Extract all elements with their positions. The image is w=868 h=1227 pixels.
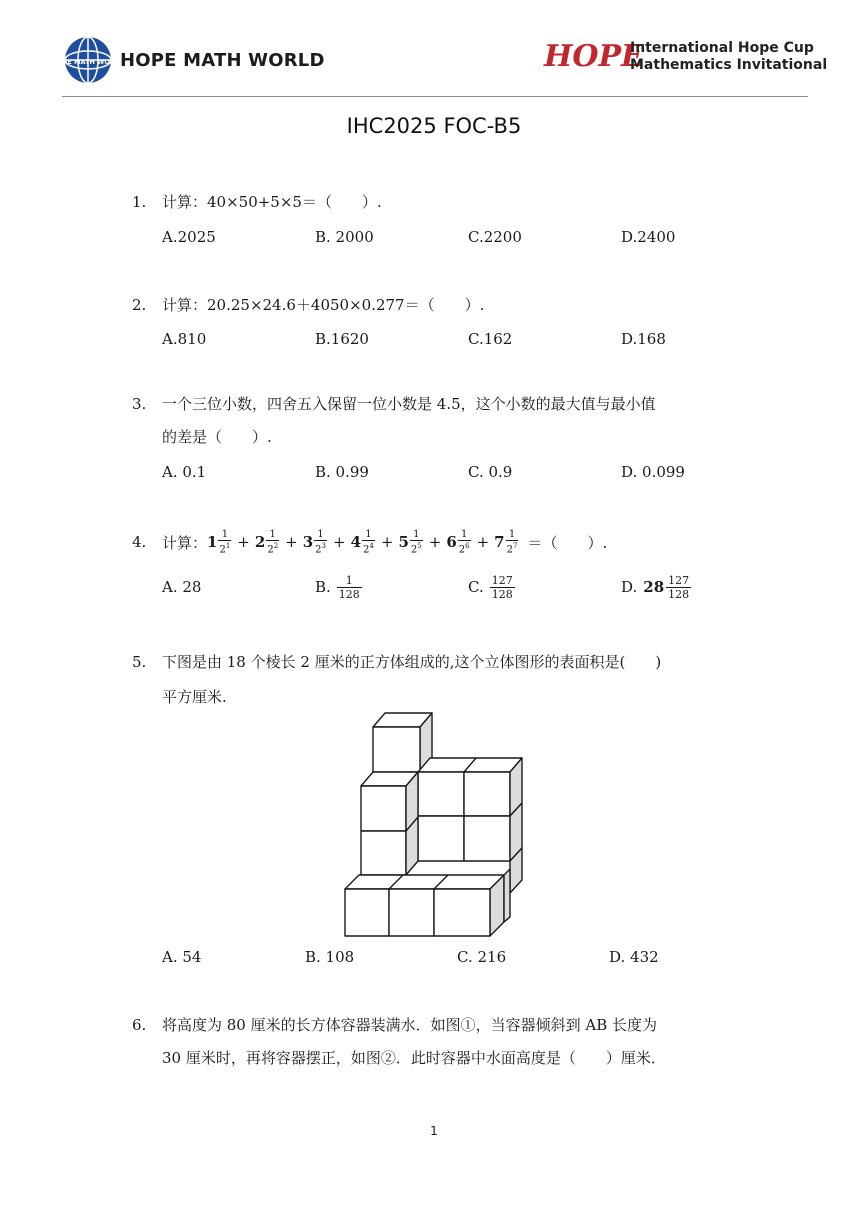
q4-plus-sign: + — [428, 532, 442, 551]
q4-option-d-label: D. — [621, 578, 638, 596]
q4-whole: 1 — [207, 532, 218, 551]
q6-stem-line2: 30 厘米时，再将容器摆正，如图②．此时容器中水面高度是（ ）厘米． — [162, 1049, 666, 1067]
q4-option-c — [468, 571, 515, 603]
q4-option-c-label: C. — [468, 578, 484, 596]
left-cube-1 — [361, 786, 406, 831]
q2-number: 2. — [132, 296, 147, 314]
q4-whole: 6 — [446, 532, 457, 551]
q4-fraction-num: 1 — [218, 529, 231, 541]
q4-fraction — [314, 529, 327, 555]
q4-option-b — [315, 571, 362, 603]
q1-option-a: A.2025 — [162, 228, 216, 246]
bottom-cube-1 — [345, 889, 389, 936]
q4-exponent: 3 — [321, 541, 327, 550]
q3-number: 3. — [132, 395, 147, 413]
q4-exponent: 5 — [417, 541, 422, 550]
bottom-cube-2 — [389, 889, 434, 936]
q4-plus-sign: + — [237, 532, 250, 551]
left-cube-2 — [361, 831, 406, 875]
q4-fraction — [506, 529, 519, 555]
q4-plus-sign: + — [285, 532, 298, 551]
hope-math-world-logo — [51, 34, 325, 86]
q4-option-c-den: 128 — [491, 587, 513, 601]
q4-mixed-number — [303, 529, 328, 555]
right-brand — [630, 40, 827, 74]
q5-option-b: B. 108 — [305, 948, 355, 966]
q4-fraction-den: $2^5$ — [410, 541, 422, 556]
q1-option-c: C.2200 — [468, 228, 522, 246]
q4-mixed-number — [351, 529, 376, 555]
q4-option-b-label: B. — [315, 578, 331, 596]
q4-exponent: 4 — [369, 541, 374, 550]
q5-stem-line2: 平方厘米. — [162, 688, 227, 706]
document-title: IHC2025 FOC-B5 — [346, 114, 522, 138]
q4-fraction-den: $2^3$ — [315, 541, 327, 556]
q4-plus-sign: + — [380, 532, 394, 551]
q4-fraction-den: $2^7$ — [506, 541, 518, 556]
q4-fraction-num: 1 — [314, 529, 327, 541]
q4-expression — [162, 526, 607, 558]
q4-option-a: A. 28 — [162, 578, 202, 596]
q4-whole: 5 — [398, 532, 409, 551]
q4-plus-sign: + — [476, 532, 490, 551]
q3-option-c: C. 0.9 — [468, 463, 513, 481]
q4-fraction — [218, 529, 231, 555]
q6-stem-line1: 将高度为 80 厘米的长方体容器装满水．如图①，当容器倾斜到 AB 长度为 — [162, 1016, 658, 1034]
q2-stem: 计算：20.25×24.6＋4050×0.277＝（ ）. — [162, 296, 485, 314]
q4-mixed-number — [446, 529, 471, 555]
q4-option-b-num: 1 — [337, 574, 362, 588]
q4-option-d-fraction — [666, 574, 691, 601]
q6-number: 6. — [132, 1016, 147, 1034]
q4-whole: 3 — [302, 532, 314, 551]
globe-icon — [51, 34, 125, 86]
q5-option-c: C. 216 — [457, 948, 507, 966]
q4-fraction-num: 1 — [506, 529, 519, 541]
q4-exponent: 7 — [512, 541, 518, 550]
q4-fraction — [410, 529, 423, 555]
q5-stem-line1: 下图是由 18 个棱长 2 厘米的正方体组成的,这个立体图形的表面积是( ) — [162, 653, 662, 671]
bottom-cube-3 — [434, 889, 490, 936]
q4-fraction — [362, 529, 375, 555]
bottom-row-top — [345, 875, 504, 889]
left-brand-name: HOPE MATH WORLD — [120, 49, 325, 71]
q2-option-d: D.168 — [621, 330, 666, 348]
right-brand-line2: Mathematics Invitational — [630, 57, 828, 73]
q4-fraction-num: 1 — [362, 529, 375, 541]
q4-fraction-den: $2^4$ — [363, 541, 374, 556]
middle-cube-1 — [418, 816, 464, 861]
q5-number: 5. — [132, 653, 147, 671]
globe-text: HOPE MATH WORLD — [51, 58, 125, 66]
q3-stem-line2: 的差是（ ）. — [162, 428, 272, 446]
cube-top-front — [373, 727, 420, 772]
hope-cup-logo — [544, 40, 827, 74]
q4-fraction-den: $2^2$ — [267, 541, 279, 556]
q4-mixed-number — [255, 529, 280, 555]
q4-exponent: 6 — [465, 541, 470, 550]
q4-fraction-num: 1 — [410, 529, 423, 541]
q1-option-b: B. 2000 — [315, 228, 374, 246]
right-brand-line1: International Hope Cup — [630, 40, 814, 56]
q4-prefix: 计算： — [162, 533, 208, 552]
q4-fraction-den: $2^6$ — [458, 541, 470, 556]
q4-plus-sign: + — [333, 532, 346, 551]
q2-option-b: B.1620 — [315, 330, 369, 348]
q4-fraction — [458, 529, 471, 555]
q4-whole: 4 — [350, 532, 362, 551]
q4-whole: 7 — [494, 532, 505, 551]
q1-stem: 计算：40×50+5×5＝（ ）. — [162, 193, 382, 211]
q4-option-b-den: 128 — [338, 587, 360, 601]
q2-option-c: C.162 — [468, 330, 513, 348]
q4-option-d-den: 128 — [668, 587, 690, 601]
hope-wordmark: HOPE — [544, 39, 644, 74]
q4-mixed-number — [207, 529, 232, 555]
q4-fraction-num: 1 — [458, 529, 471, 541]
page-number: 1 — [430, 1124, 438, 1138]
q4-fraction-den: $2^1$ — [219, 541, 231, 556]
header-divider — [62, 96, 808, 97]
q2-option-a: A.810 — [162, 330, 207, 348]
q4-mixed-number — [398, 529, 423, 555]
upper-cube-1 — [418, 772, 464, 816]
q3-stem-line1: 一个三位小数，四舍五入保留一位小数是 4.5，这个小数的最大值与最小值 — [162, 395, 656, 413]
upper-cube-2 — [464, 772, 510, 816]
q4-number: 4. — [132, 533, 147, 551]
q4-fraction — [266, 529, 279, 555]
q4-option-d-num: 127 — [668, 573, 690, 587]
q4-whole: 2 — [254, 532, 266, 551]
cube-stack-figure — [338, 708, 528, 940]
q4-option-d-whole: 28 — [643, 578, 665, 596]
q4-terms — [207, 529, 519, 555]
q4-fraction-num: 1 — [266, 529, 279, 541]
q1-number: 1. — [132, 193, 147, 211]
q4-mixed-number — [494, 529, 519, 555]
q5-option-a: A. 54 — [162, 948, 202, 966]
q3-option-b: B. 0.99 — [315, 463, 369, 481]
q4-option-c-fraction — [490, 574, 515, 601]
q5-option-d: D. 432 — [609, 948, 659, 966]
middle-cube-2 — [464, 816, 510, 861]
q3-option-a: A. 0.1 — [162, 463, 207, 481]
q4-option-b-fraction — [337, 574, 362, 601]
q4-option-d — [621, 571, 691, 603]
q4-exponent: 1 — [225, 541, 231, 550]
q1-option-d: D.2400 — [621, 228, 676, 246]
q3-option-d: D. 0.099 — [621, 463, 685, 481]
q4-exponent: 2 — [273, 541, 279, 550]
q4-suffix: ＝（ ）. — [527, 533, 608, 552]
q4-option-c-num: 127 — [491, 573, 513, 587]
